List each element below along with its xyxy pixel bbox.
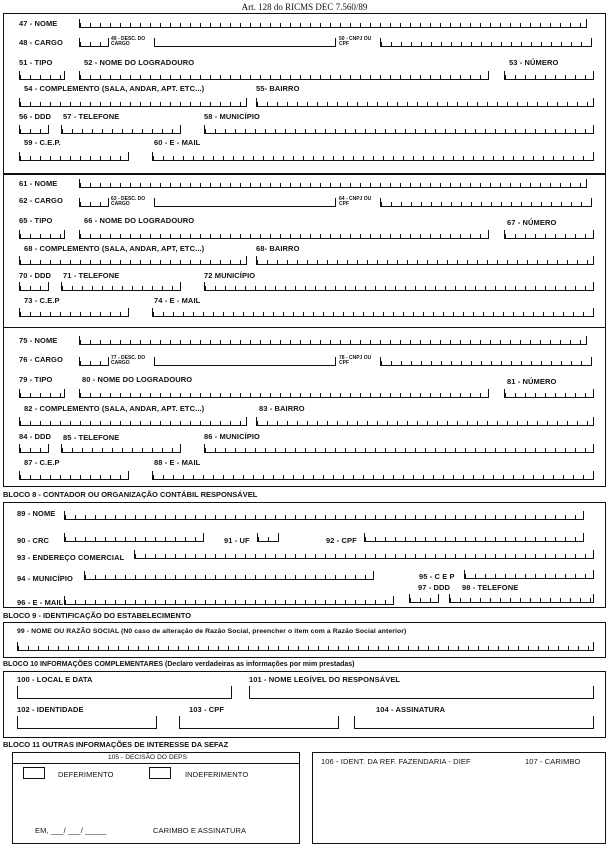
endereco-input[interactable] [134,550,594,559]
ddd-input[interactable] [19,282,49,291]
email-input[interactable] [64,596,394,605]
label-cep: 95 - C E P [419,572,455,581]
numero-input[interactable] [504,71,594,80]
nome-input[interactable] [64,511,584,520]
label-nome-responsavel: 101 - NOME LEGÍVEL DO RESPONSÁVEL [249,675,401,684]
cpf-input[interactable] [364,533,584,542]
nome-input[interactable] [79,19,587,28]
label-local-data: 100 - LOCAL E DATA [17,675,93,684]
telefone-input[interactable] [61,125,181,134]
label-desc-cargo: 49 - DESC. DO CARGO [111,36,146,47]
label-logradouro: 80 - NOME DO LOGRADOURO [82,375,193,384]
label-desc-cargo: 63 - DESC. DO CARGO [111,196,146,207]
label-telefone: 85 - TELEFONE [63,433,120,442]
label-email: 96 - E - MAIL [17,598,64,607]
label-bairro: 55- BAIRRO [256,84,300,93]
label-cnpj-cpf: 64 - CNPJ OU CPF [339,196,372,207]
page-header: Art. 128 do RICMS DEC 7.560/89 [241,2,368,12]
label-assinatura: 104 - ASSINATURA [376,705,446,714]
label-bairro: 68- BAIRRO [256,244,300,253]
label-numero: 67 - NÚMERO [507,218,557,227]
label-complemento: 68 - COMPLEMENTO (SALA, ANDAR, APT, ETC...) [24,244,205,253]
label-cpf: 92 - CPF [326,536,357,545]
label-crc: 90 - CRC [17,536,50,545]
razao-social-input[interactable] [17,642,594,651]
cnpj-cpf-input[interactable] [380,198,592,207]
cargo-input[interactable] [79,198,109,207]
label-cargo: 62 - CARGO [19,196,63,205]
label-endereco: 93 - ENDEREÇO COMERCIAL [17,553,125,562]
label-numero: 81 - NÚMERO [507,377,557,386]
label-nome: 75 - NOME [19,336,58,345]
label-bairro: 83 - BAIRRO [259,404,305,413]
logradouro-input[interactable] [79,71,489,80]
telefone-input[interactable] [61,282,181,291]
person-block-1 [3,13,606,175]
cep-input[interactable] [19,471,129,480]
cnpj-cpf-input[interactable] [380,38,592,47]
label-desc-cargo: 77 - DESC. DO CARGO [111,355,146,366]
bloco10-box [3,671,606,738]
nome-responsavel-input[interactable] [249,686,594,699]
label-carimbo: 107 - CARIMBO [525,757,581,766]
identidade-input[interactable] [17,716,157,729]
label-em-data: EM, ___/ ___/ _____ [35,826,107,835]
label-ddd: 84 - DDD [19,432,52,441]
desc-cargo-input[interactable] [154,198,336,207]
local-data-input[interactable] [17,686,232,699]
label-cargo: 76 - CARGO [19,355,63,364]
bloco9-box [3,622,606,658]
label-nome: 89 - NOME [17,509,56,518]
label-telefone: 98 - TELEFONE [462,583,519,592]
cpf-input[interactable] [179,716,339,729]
crc-input[interactable] [64,533,204,542]
logradouro-input[interactable] [79,389,489,398]
label-municipio: 72 MUNICÍPIO [204,271,256,280]
label-cep: 59 - C.E.P. [24,138,61,147]
municipio-input[interactable] [84,571,374,580]
label-nome: 61 - NOME [19,179,58,188]
logradouro-input[interactable] [79,230,489,239]
complemento-input[interactable] [19,417,247,426]
label-cep: 73 - C.E.P [24,296,60,305]
label-email: 88 - E - MAIL [154,458,201,467]
label-tipo: 65 - TIPO [19,216,53,225]
bairro-input[interactable] [256,256,594,265]
cep-input[interactable] [19,308,129,317]
complemento-input[interactable] [19,98,247,107]
ddd-input[interactable] [19,444,49,453]
label-cnpj-cpf: 50 - CNPJ OU CPF [339,36,372,47]
cargo-input[interactable] [79,38,109,47]
indeferimento-checkbox[interactable] [149,767,171,779]
label-uf: 91 - UF [224,536,250,545]
label-logradouro: 52 - NOME DO LOGRADOURO [84,58,195,67]
complemento-input[interactable] [19,256,247,265]
decisao-deps-box [12,752,300,844]
label-complemento: 82 - COMPLEMENTO (SALA, ANDAR, APT. ETC...) [24,404,205,413]
label-deferimento: DEFERIMENTO [58,770,114,779]
bloco10-title: BLOCO 10 INFORMAÇÕES COMPLEMENTARES (Declaro verdadeiras as informações por mim prestadas) [3,661,355,668]
ddd-input[interactable] [19,125,49,134]
label-numero: 53 - NÚMERO [509,58,559,67]
bairro-input[interactable] [256,417,594,426]
label-indeferimento: INDEFERIMENTO [185,770,249,779]
tipo-input[interactable] [19,389,65,398]
cep-input[interactable] [464,570,594,579]
numero-input[interactable] [504,230,594,239]
label-decisao-deps: 105 - DECISÃO DO DEPS [108,754,188,761]
label-carimbo-assinatura: CARIMBO E ASSINATURA [153,826,247,835]
label-complemento: 54 - COMPLEMENTO (SALA, ANDAR, APT. ETC...) [24,84,205,93]
ddd-input[interactable] [409,594,439,603]
label-email: 74 - E - MAIL [154,296,201,305]
label-ddd: 70 - DDD [19,271,52,280]
cargo-input[interactable] [79,357,109,366]
divider [13,763,299,764]
nome-input[interactable] [79,336,587,345]
label-email: 60 - E - MAIL [154,138,201,147]
email-input[interactable] [152,308,594,317]
bloco8-box [3,502,606,608]
dief-box [312,752,606,844]
municipio-input[interactable] [204,282,594,291]
municipio-input[interactable] [204,444,594,453]
label-municipio: 58 - MUNICÍPIO [204,112,260,121]
telefone-input[interactable] [61,444,181,453]
label-ddd: 56 - DDD [19,112,52,121]
label-municipio: 94 - MUNICÍPIO [17,574,73,583]
label-ddd: 97 - DDD [418,583,451,592]
email-input[interactable] [152,471,594,480]
label-logradouro: 66 - NOME DO LOGRADOURO [84,216,195,225]
person-block-2 [3,173,606,328]
bloco11-title: BLOCO 11 OUTRAS INFORMAÇÕES DE INTERESSE DA SEFAZ [3,740,229,749]
person-block-3 [3,327,606,487]
label-dief: 106 - IDENT. DA REF. FAZENDARIA - DIEF [321,757,471,766]
telefone-input[interactable] [449,594,594,603]
tipo-input[interactable] [19,230,65,239]
bairro-input[interactable] [256,98,594,107]
label-tipo: 51 - TIPO [19,58,53,67]
nome-input[interactable] [79,179,587,188]
label-cnpj-cpf: 78 - CNPJ OU CPF [339,355,372,366]
municipio-input[interactable] [204,125,594,134]
label-municipio: 86 - MUNICÍPIO [204,432,260,441]
deferimento-checkbox[interactable] [23,767,45,779]
label-razao-social: 99 - NOME OU RAZÃO SOCIAL (N0 caso de alteração de Razão Social, preencher o item com a Razão Social anterior) [17,628,407,635]
numero-input[interactable] [504,389,594,398]
cep-input[interactable] [19,152,129,161]
label-telefone: 57 - TELEFONE [63,112,120,121]
label-identidade: 102 - IDENTIDADE [17,705,84,714]
bloco9-title: BLOCO 9 - IDENTIFICAÇÃO DO ESTABELECIMENTO [3,611,192,620]
desc-cargo-input[interactable] [154,38,336,47]
label-nome: 47 - NOME [19,19,58,28]
tipo-input[interactable] [19,71,65,80]
label-telefone: 71 - TELEFONE [63,271,120,280]
label-cargo: 48 - CARGO [19,38,63,47]
assinatura-input[interactable] [354,716,594,729]
label-cpf: 103 - CPF [189,705,225,714]
desc-cargo-input[interactable] [154,357,336,366]
bloco8-title: BLOCO 8 - CONTADOR OU ORGANIZAÇÃO CONTÁBIL RESPONSÁVEL [3,490,258,499]
label-tipo: 79 - TIPO [19,375,53,384]
uf-input[interactable] [257,533,279,542]
label-cep: 87 - C.E.P [24,458,60,467]
cnpj-cpf-input[interactable] [380,357,592,366]
email-input[interactable] [152,152,594,161]
